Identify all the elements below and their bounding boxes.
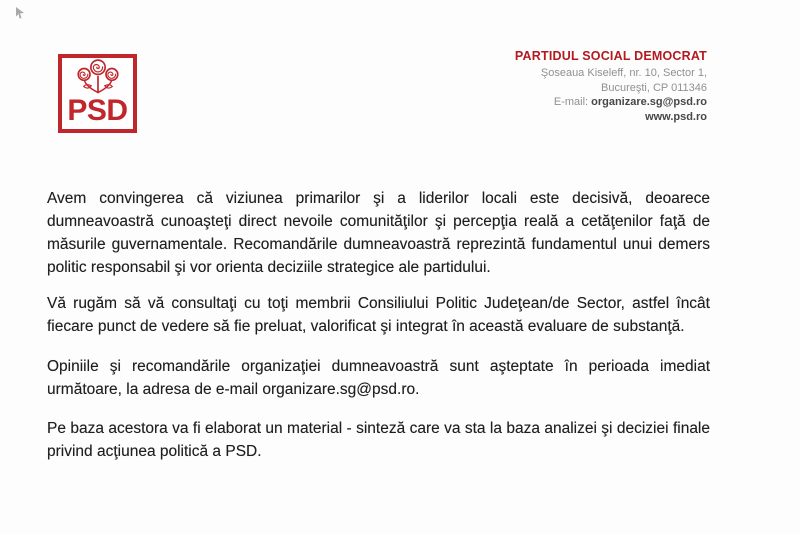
paragraph-2: Vă rugăm să vă consultaţi cu toţi membrii Consiliului Politic Judeţean/de Sector, astfel încât fiecare punct de vedere să fie preluat, valorificat şi integrat în această evaluare de substanţă. [47,295,710,335]
psd-logo-text: PSD [67,94,128,127]
email-line [515,95,707,110]
psd-logo [58,54,137,133]
paragraph-3: Opiniile şi recomandările organizaţiei dumneavoastră sunt aşteptate în perioada imediat următoare, la adresa de e-mail organizare.sg@psd.ro. [47,358,710,398]
paragraph-4: Pe baza acestora va fi elaborat un material - sinteză care va sta la baza analizei şi deciziei finale privind acţiunea politică a PSD. [47,420,710,460]
address-line-2: Bucureşti, CP 011346 [601,81,707,94]
letter-body [47,187,710,463]
org-name: PARTIDUL SOCIAL DEMOCRAT [514,49,707,63]
address-line-1: Şoseaua Kiseleff, nr. 10, Sector 1, [540,67,707,79]
paragraph-1: Avem convingerea că viziunea primarilor şi a liderilor locali este decisivă, deoarece dumneavoastră cunoaşteţi direct nevoile comunităţilor şi percepţia reală a cetăţenilor faţă de măsurile guvernamentale. Recomandările dumneavoastră reprezintă fundamentul unui demers politic responsabil şi vor orienta deciziile strategice ale partidului. [47,190,710,276]
letterhead-contact-block [515,49,707,124]
email-address: organizare.sg@psd.ro [591,96,707,108]
email-label: E-mail: [553,96,589,108]
mouse-cursor-icon [15,7,25,19]
website-url: www.psd.ro [645,110,707,123]
psd-roses-icon [71,58,125,95]
